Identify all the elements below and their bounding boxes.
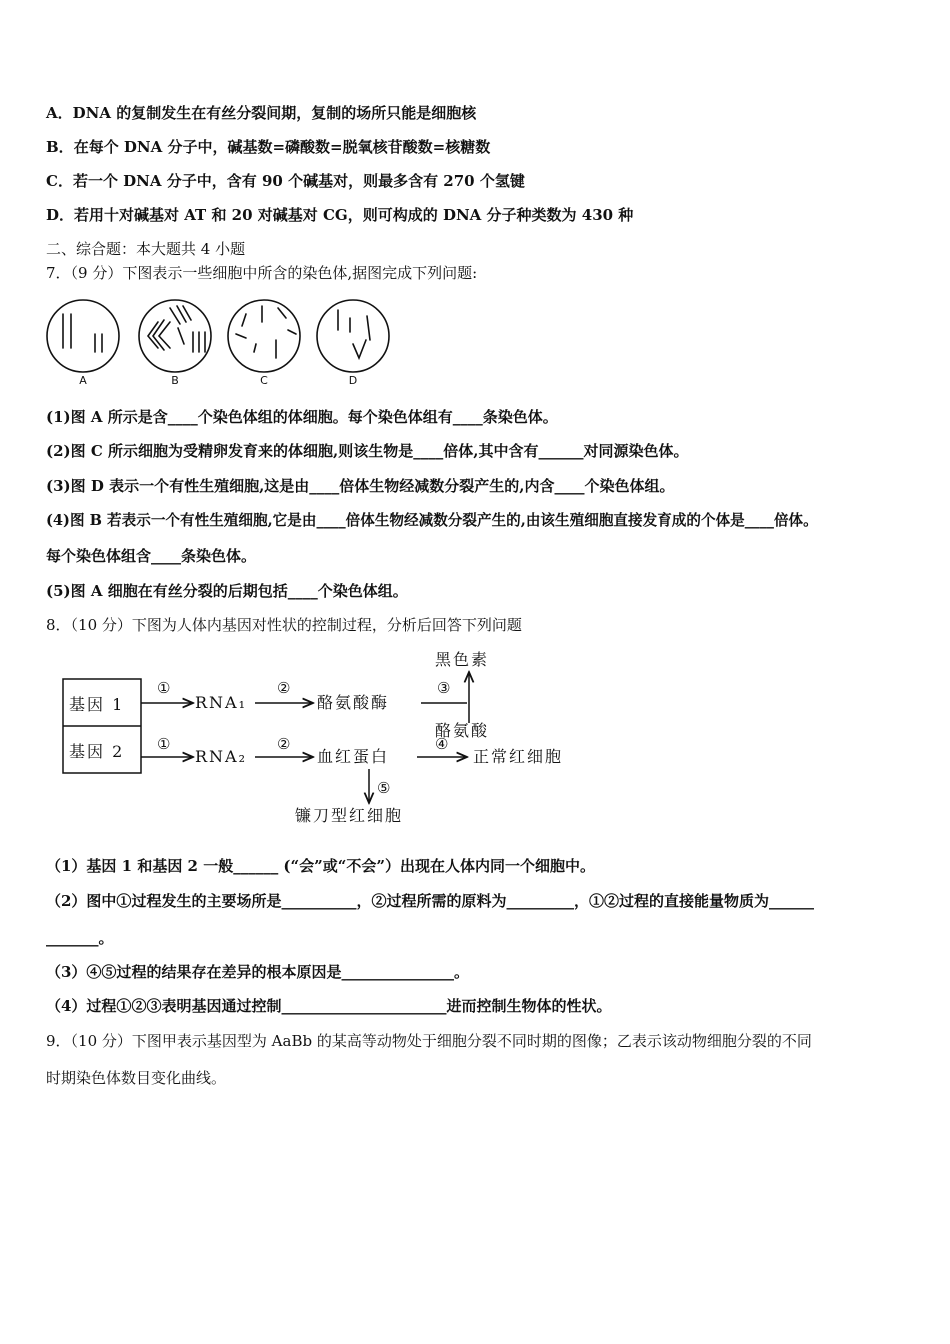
gene2-label: 基因 2 bbox=[69, 742, 125, 761]
cell-b-chromosome bbox=[178, 328, 184, 344]
cell-a-circle bbox=[47, 300, 119, 372]
step1-top: ① bbox=[157, 679, 173, 697]
melanin-label: 黑色素 bbox=[435, 650, 490, 669]
figure-label-c: C bbox=[260, 374, 268, 387]
option-a-label: A． bbox=[46, 104, 73, 122]
cell-d-chromosome bbox=[353, 340, 366, 358]
q8-part-1: （1）基因 1 和基因 2 一般______ (“会”或“不会”）出现在人体内同一个细胞中。 bbox=[46, 857, 596, 875]
q7-stem: 7．（9 分）下图表示一些细胞中所含的染色体,据图完成下列问题: bbox=[46, 264, 478, 282]
option-b-text: 在每个 DNA 分子中，碱基数=磷酸数=脱氧核苷酸数=核糖数 bbox=[73, 138, 491, 156]
q9-line-1: 9．（10 分）下图甲表示基因型为 AaBb 的某高等动物处于细胞分裂不同时期的图像；乙表示该动物细胞分裂的不同 bbox=[46, 1032, 812, 1050]
cell-c-chromosome bbox=[242, 314, 246, 326]
option-b bbox=[46, 137, 490, 157]
step4-label: ④ bbox=[435, 735, 451, 753]
option-c bbox=[46, 171, 525, 191]
enzyme-label: 酪氨酸酶 bbox=[317, 693, 390, 712]
q7-part-5: (5)图 A 细胞在有丝分裂的后期包括____个染色体组。 bbox=[46, 582, 408, 600]
step5-label: ⑤ bbox=[377, 779, 393, 797]
figure-label-d: D bbox=[348, 374, 358, 387]
option-c-label: C． bbox=[46, 172, 73, 190]
cell-d-circle bbox=[317, 300, 389, 372]
gene1-label: 基因 1 bbox=[69, 695, 125, 714]
figure-label-b: B bbox=[171, 374, 179, 387]
cell-b-chromosome bbox=[153, 320, 164, 350]
chromosome-figure bbox=[40, 292, 400, 392]
cell-c-chromosome bbox=[288, 330, 296, 334]
q8-part-2: （2）图中①过程发生的主要场所是__________，②过程所需的原料为_________，①②过程的直接能量物质为______ bbox=[46, 892, 814, 910]
cell-b-circle bbox=[139, 300, 211, 372]
option-a bbox=[46, 103, 476, 123]
q7-part-3: (3)图 D 表示一个有性生殖细胞,这是由____倍体生物经减数分裂产生的,内含____个染色体组。 bbox=[46, 477, 675, 495]
step2-top: ② bbox=[277, 679, 293, 697]
q7-part-4-cont: 每个染色体组含____条染色体。 bbox=[46, 547, 257, 565]
step1-bottom: ① bbox=[157, 735, 173, 753]
hemoglobin-label: 血红蛋白 bbox=[317, 747, 390, 766]
step2-bottom: ② bbox=[277, 735, 293, 753]
q8-stem: 8．（10 分）下图为人体内基因对性状的控制过程，分析后回答下列问题 bbox=[46, 616, 522, 634]
cell-c-chromosome bbox=[278, 308, 286, 318]
rna2-label: RNA₂ bbox=[195, 747, 248, 766]
option-d-text: 若用十对碱基对 AT 和 20 对碱基对 CG，则可构成的 DNA 分子种类数为 430 种 bbox=[74, 206, 634, 224]
sickle-cell-label: 镰刀型红细胞 bbox=[295, 806, 404, 825]
option-c-text: 若一个 DNA 分子中，含有 90 个碱基对，则最多含有 270 个氢键 bbox=[72, 172, 525, 190]
option-a-text: DNA 的复制发生在有丝分裂间期，复制的场所只能是细胞核 bbox=[72, 104, 477, 122]
rna1-label: RNA₁ bbox=[195, 693, 248, 712]
option-d-label: D． bbox=[46, 206, 75, 224]
option-d bbox=[46, 205, 633, 225]
tyrosine-label: 酪氨酸 bbox=[435, 721, 490, 740]
section-heading: 二、综合题：本大题共 4 小题 bbox=[46, 240, 246, 258]
q9-line-2: 时期染色体数目变化曲线。 bbox=[46, 1069, 227, 1087]
cell-d-chromosome bbox=[367, 316, 370, 340]
cell-c-chromosome bbox=[236, 334, 246, 338]
q7-part-4: (4)图 B 若表示一个有性生殖细胞,它是由____倍体生物经减数分裂产生的,由该生殖细胞直接发育成的个体是____倍体。 bbox=[46, 512, 818, 529]
q8-part-4: （4）过程①②③表明基因通过控制______________________进而控制生物体的性状。 bbox=[46, 997, 612, 1015]
gene-control-diagram bbox=[55, 645, 615, 830]
step3-label: ③ bbox=[437, 679, 453, 697]
q7-part-1: (1)图 A 所示是含____个染色体组的体细胞。每个染色体组有____条染色体。 bbox=[46, 408, 558, 426]
cell-b-chromosome bbox=[170, 308, 180, 324]
q8-part-3: （3）④⑤过程的结果存在差异的根本原因是_______________。 bbox=[46, 963, 469, 981]
q7-part-2: (2)图 C 所示细胞为受精卵发育来的体细胞,则该生物是____倍体,其中含有______对同源染色体。 bbox=[46, 442, 689, 460]
cell-c-chromosome bbox=[254, 344, 256, 352]
figure-label-a: A bbox=[79, 374, 87, 387]
normal-rbc-label: 正常红细胞 bbox=[473, 747, 564, 766]
cell-c-circle bbox=[228, 300, 300, 372]
q8-part-2-cont: _______。 bbox=[46, 929, 114, 947]
option-b-label: B． bbox=[46, 138, 74, 156]
